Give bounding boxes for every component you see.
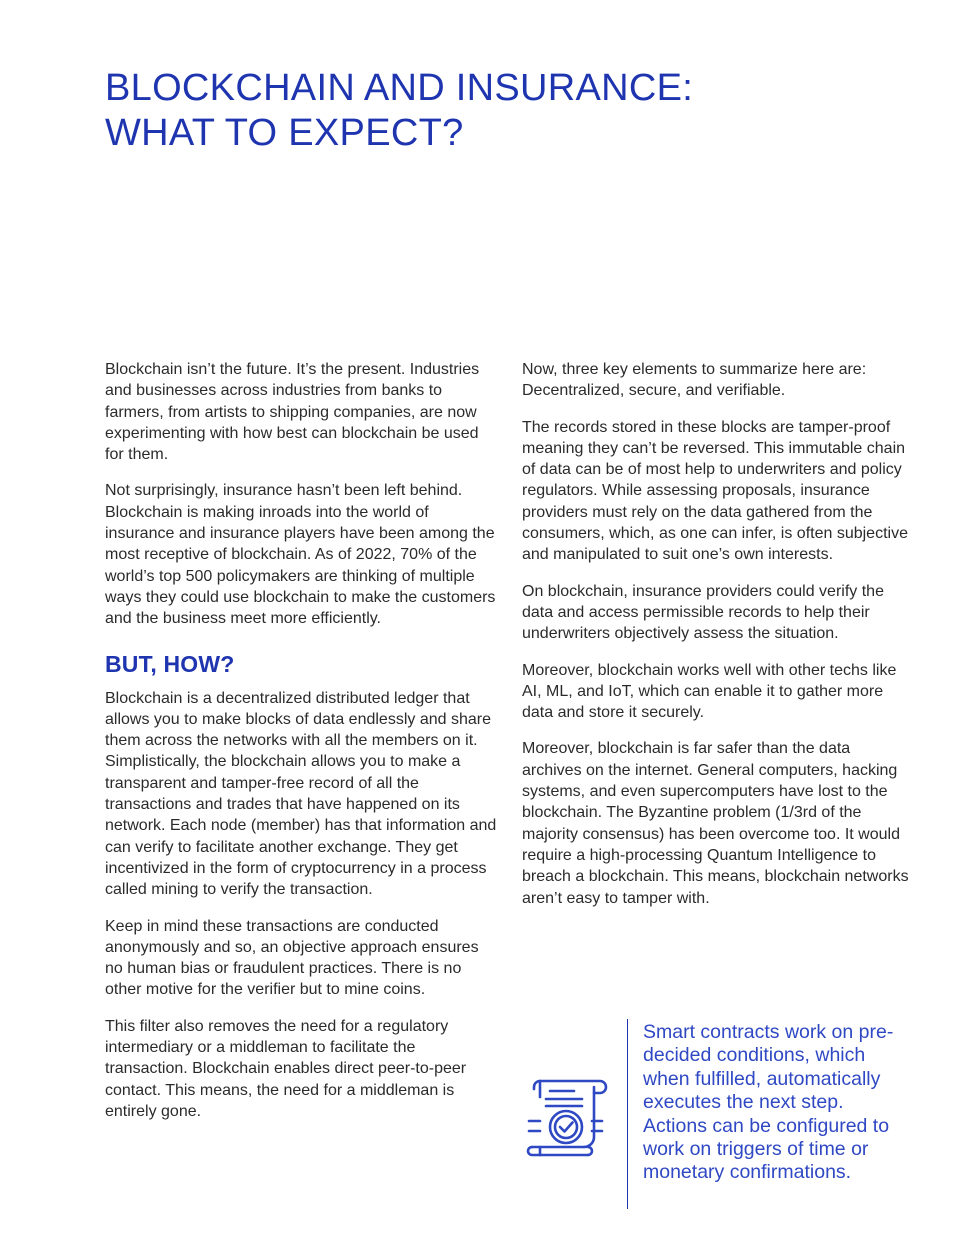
middleman-paragraph: This filter also removes the need for a regulatory intermediary or a middleman to facilitate the transaction. Blockchain enables direct peer-to-peer contact. This means, the need for a middleman is entirely gone. [105,1017,467,1120]
insurance-paragraph: Not surprisingly, insurance hasn’t been left behind. Blockchain is making inroads into the world of insurance and insurance players have been among the most receptive of blockchain. As of 2022, 70% of the world’s top 500 policymakers are thinking of multiple ways they could use blockchain to make the customers and the business meet more efficiently. [105,482,496,628]
callout-text: Smart contracts work on pre-decided conditions, which when fulfilled, automatically executes the next step. Actions can be configured to work on triggers of time or monetary confirmations. [643,1021,894,1184]
section-heading-but-how: BUT, HOW? [105,650,235,677]
other-techs-paragraph: Moreover, blockchain works well with other techs like AI, ML, and IoT, which can enable it to gather more data and store it securely. [522,661,897,722]
callout-divider [627,1019,628,1209]
page-title [105,66,865,156]
verify-paragraph: On blockchain, insurance providers could verify the data and access permissible records to help their underwriters objectively assess the situation. [522,582,884,643]
security-paragraph: Moreover, blockchain is far safer than the data archives on the internet. General computers, hacking systems, and even supercomputers have lost to the blockchain. The Byzantine problem (1/3rd of the majority consensus) has been overcome too. It would require a high-processing Quantum Intelligence to breach a blockchain. This means, blockchain networks aren’t easy to tamper with. [522,740,909,907]
tamper-proof-paragraph: The records stored in these blocks are tamper-proof meaning they can’t be reversed. This immutable chain of data can be of most help to underwriters and policy regulators. While assessing proposals, insurance providers must rely on the data gathered from the consumers, which, as one can infer, is often subjective and manipulated to suit one’s own interests. [522,418,908,564]
anonymity-paragraph: Keep in mind these transactions are conducted anonymously and so, an objective approach ensures no human bias or fraudulent practices. There is no other motive for the verifier but to mine coins. [105,917,479,999]
right-column [522,359,910,924]
left-column [105,359,497,1137]
page-title-line-1: BLOCKCHAIN AND INSURANCE: [105,67,694,109]
ledger-paragraph: Blockchain is a decentralized distributed ledger that allows you to make blocks of data endlessly and share them across the networks with all the members on it. Simplistically, the blockchain allows you to make a transparent and tamper-free record of all the transactions and trades that have happened on its network. Each node (member) has that information and can verify to facilitate another exchange. They get incentivized in the form of cryptocurrency in a process called mining to verify the transaction. [105,689,497,899]
page-title-line-2: WHAT TO EXPECT? [105,112,464,154]
smart-contract-callout [526,1019,916,1211]
smart-contract-icon [526,1075,612,1163]
intro-paragraph: Blockchain isn’t the future. It’s the present. Industries and businesses across industries from banks to farmers, from artists to shipping companies, are now experimenting with how best can blockchain be used for them. [105,361,480,464]
key-elements-paragraph: Now, three key elements to summarize here are: Decentralized, secure, and verifiable. [522,361,867,400]
